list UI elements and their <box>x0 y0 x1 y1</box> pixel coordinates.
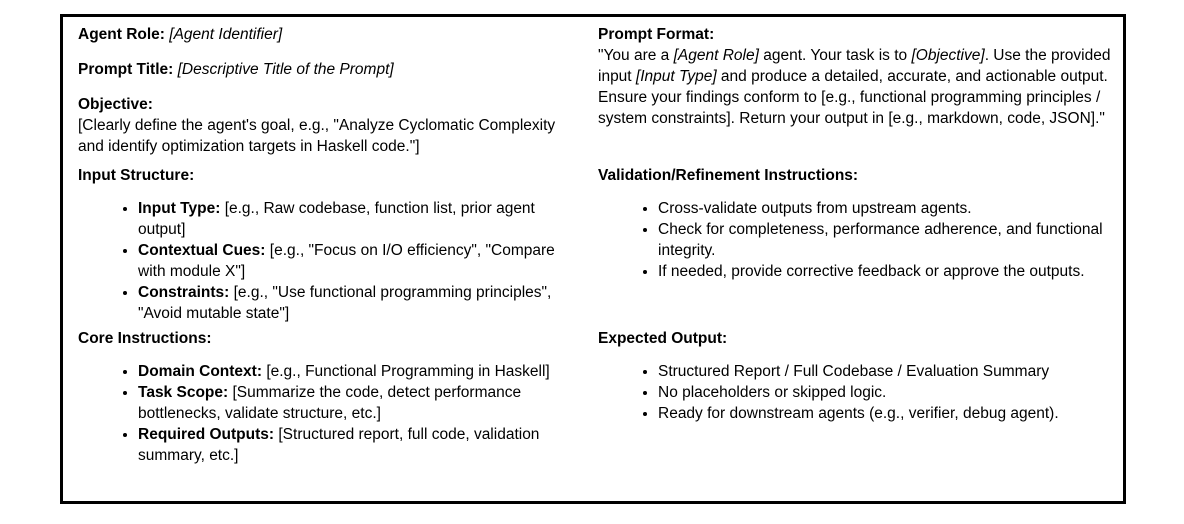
prompt-title-placeholder: [Descriptive Title of the Prompt] <box>177 61 394 78</box>
list-item <box>138 198 565 240</box>
two-column-grid <box>78 24 1115 470</box>
section-identity <box>78 24 565 165</box>
list-item: • Ready for downstream agents (e.g., verifier, debug agent). <box>658 403 1113 424</box>
section-prompt-format <box>598 24 1113 165</box>
section-validation <box>598 165 1113 328</box>
core-instructions-heading: Core Instructions: <box>78 330 212 347</box>
pf-seg-2: agent. Your task is to <box>758 47 912 64</box>
input-structure-list <box>78 198 565 324</box>
core-instructions-list <box>78 361 565 466</box>
section-core-instructions <box>78 328 565 470</box>
constraints-text: [e.g., "Use functional programming principles", "Avoid mutable state"] <box>138 284 552 322</box>
list-item: • Cross-validate outputs from upstream agents. <box>658 198 1113 219</box>
list-item <box>138 361 565 382</box>
objective-block <box>78 94 565 157</box>
task-scope-label: Task Scope: <box>138 384 229 401</box>
list-item <box>138 282 565 324</box>
contextual-cues-label: Contextual Cues: <box>138 242 266 259</box>
prompt-title-line <box>78 59 565 80</box>
prompt-template-panel <box>60 14 1126 504</box>
required-outputs-label: Required Outputs: <box>138 426 275 443</box>
pf-seg-input-type: [Input Type] <box>635 68 717 85</box>
validation-heading: Validation/Refinement Instructions: <box>598 167 859 184</box>
objective-heading: Objective: <box>78 96 153 113</box>
prompt-title-label: Prompt Title: <box>78 61 174 78</box>
list-item <box>138 424 565 466</box>
list-item: • No placeholders or skipped logic. <box>658 382 1113 403</box>
input-structure-heading: Input Structure: <box>78 167 195 184</box>
constraints-label: Constraints: <box>138 284 230 301</box>
agent-role-line <box>78 24 565 45</box>
objective-body: [Clearly define the agent's goal, e.g., "Analyze Cyclomatic Complexity and identify optimization targets in Haskell code."] <box>78 117 556 155</box>
validation-list <box>598 198 1113 282</box>
prompt-format-heading: Prompt Format: <box>598 26 715 43</box>
task-scope-text: [Summarize the code, detect performance bottlenecks, validate structure, etc.] <box>138 384 522 422</box>
domain-context-label: Domain Context: <box>138 363 262 380</box>
pf-seg-0: "You are a <box>598 47 674 64</box>
agent-role-placeholder: [Agent Identifier] <box>169 26 283 43</box>
input-type-label: Input Type: <box>138 200 221 217</box>
expected-output-heading: Expected Output: <box>598 330 728 347</box>
section-input-structure <box>78 165 565 328</box>
agent-role-label: Agent Role: <box>78 26 165 43</box>
list-item: • Check for completeness, performance adherence, and functional integrity. <box>658 219 1113 261</box>
list-item: • Structured Report / Full Codebase / Evaluation Summary <box>658 361 1113 382</box>
domain-context-text: [e.g., Functional Programming in Haskell] <box>266 363 550 380</box>
input-type-text: [e.g., Raw codebase, function list, prior agent output] <box>138 200 535 238</box>
prompt-format-body <box>598 45 1113 129</box>
list-item: • If needed, provide corrective feedback or approve the outputs. <box>658 261 1113 282</box>
list-item <box>138 240 565 282</box>
required-outputs-text: [Structured report, full code, validation summary, etc.] <box>138 426 540 464</box>
pf-seg-6: and produce a detailed, accurate, and actionable output. Ensure your findings conform to [e.g., functional programming principles / system constraints]. Return your output in [e.g., markdown, code, JSON]." <box>598 68 1108 127</box>
list-item <box>138 382 565 424</box>
expected-output-list <box>598 361 1113 424</box>
pf-seg-4: . Use the provided input <box>598 47 1111 85</box>
pf-seg-objective: [Objective] <box>911 47 985 64</box>
contextual-cues-text: [e.g., "Focus on I/O efficiency", "Compare with module X"] <box>138 242 555 280</box>
pf-seg-agent-role: [Agent Role] <box>673 47 759 64</box>
section-expected-output <box>598 328 1113 470</box>
